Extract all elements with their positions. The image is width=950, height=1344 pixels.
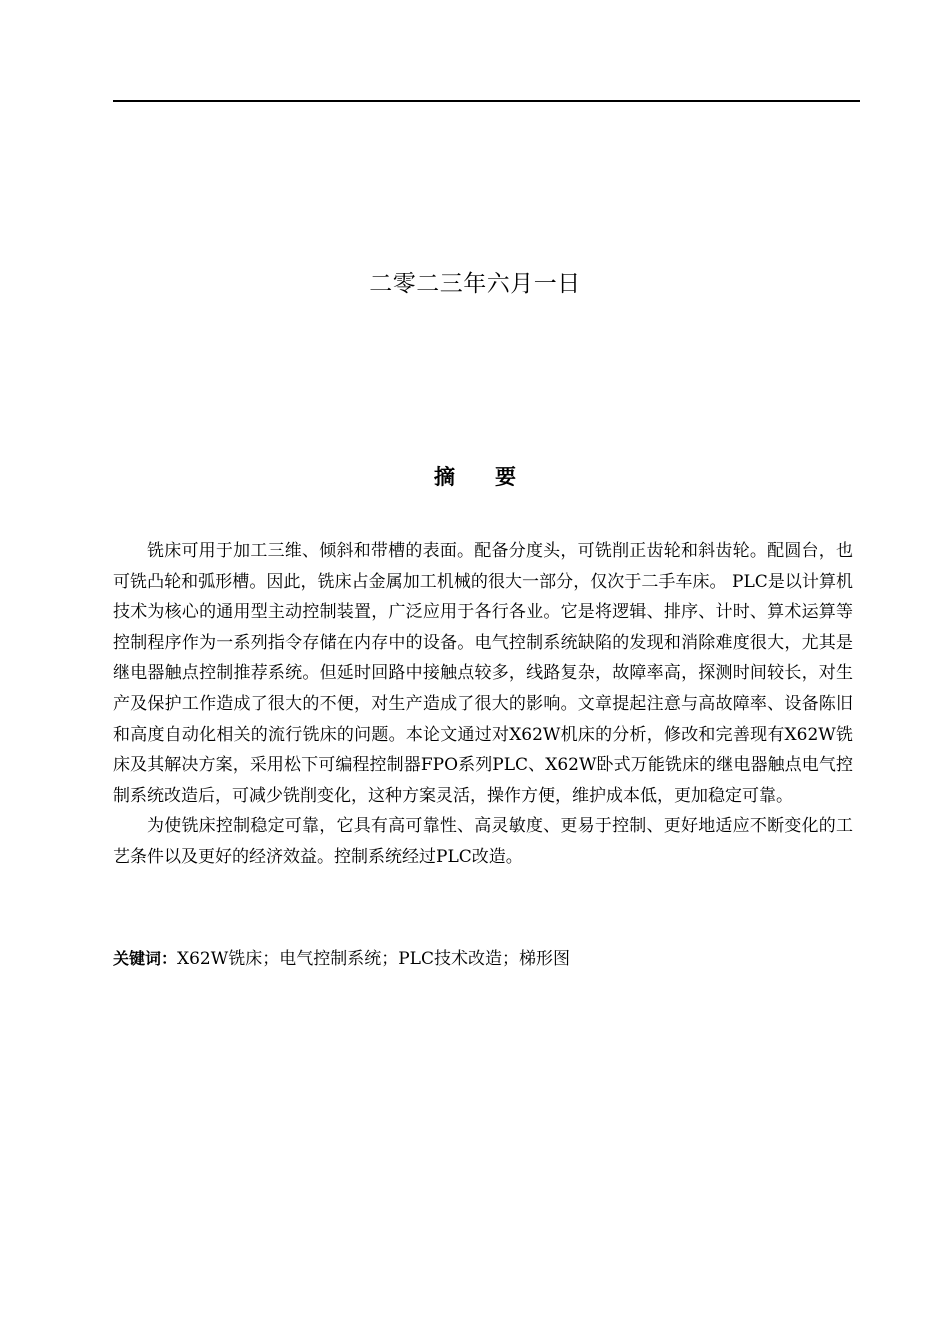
abstract-paragraph-1: 铣床可用于加工三维、倾斜和带槽的表面。配备分度头，可铣削正齿轮和斜齿轮。配圆台，也可铣凸轮和弧形槽。因此，铣床占金属加工机械的很大一部分，仅次于二手车床。 PLC是以计算机技术为核心的通用型主动控制装置，广泛应用于各行各业。它是将逻辑、排序、计时、算术运算等控制程序作为一系列指令存储在内存中的设备。电气控制系统缺陷的发现和消除难度很大，尤其是继电器触点控制推荐系统。但延时回路中接触点较多，线路复杂，故障率高，探测时间较长，对生产及保护工作造成了很大的不便，对生产造成了很大的影响。文章提起注意与高故障率、设备陈旧和高度自动化相关的流行铣床的问题。本论文通过对X62W机床的分析，修改和完善现有X62W铣床及其解决方案，采用松下可编程控制器FPO系列PLC、X62W卧式万能铣床的继电器触点电气控制系统改造后，可减少铣削变化，这种方案灵活，操作方便，维护成本低，更加稳定可靠。 [113,541,853,806]
header-rule [113,100,860,102]
abstract-title-char-2: 要 [495,465,516,489]
abstract-body [113,536,853,873]
keywords-label: 关键词： [113,949,178,968]
abstract-paragraph-2: 为使铣床控制稳定可靠，它具有高可靠性、高灵敏度、更易于控制、更好地适应不断变化的工艺条件以及更好的经济效益。控制系统经过PLC改造。 [113,816,853,867]
abstract-title [0,460,950,494]
abstract-title-char-1: 摘 [434,465,455,489]
document-date: 二零二三年六月一日 [369,271,581,297]
keywords-text: X62W铣床；电气控制系统；PLC技术改造；梯形图 [177,949,570,969]
keywords-line [113,944,853,974]
